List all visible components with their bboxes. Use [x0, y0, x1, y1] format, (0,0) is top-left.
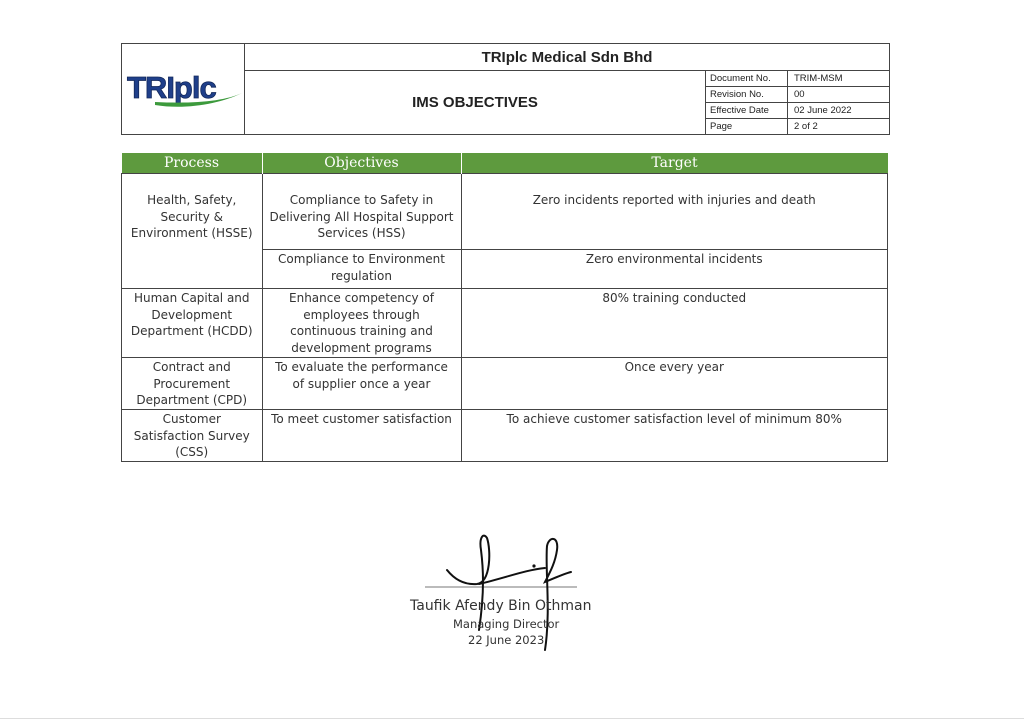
process-cell: Customer Satisfaction Survey (CSS): [122, 410, 263, 462]
target-cell: Zero incidents reported with injuries and death: [461, 174, 888, 250]
company-logo: [125, 68, 245, 112]
signatory-role: Managing Director: [453, 617, 560, 631]
meta-row-document-no: [706, 71, 889, 87]
document-header: [121, 43, 890, 135]
meta-row-effective-date: [706, 103, 889, 119]
process-cell: Human Capital and Development Department (HCDD): [122, 289, 263, 358]
target-cell: To achieve customer satisfaction level of minimum 80%: [461, 410, 888, 462]
meta-key: Effective Date: [706, 103, 788, 118]
table-row: [122, 358, 888, 410]
target-cell: 80% training conducted: [461, 289, 888, 358]
objective-cell: Enhance competency of employees through continuous training and development programs: [262, 289, 461, 358]
process-cell: Contract and Procurement Department (CPD): [122, 358, 263, 410]
table-header-row: [122, 153, 888, 174]
signatory-name: Taufik Afendy Bin Othman: [410, 598, 592, 614]
meta-value: TRIM-MSM: [794, 73, 843, 84]
company-name: TRIplc Medical Sdn Bhd: [245, 44, 889, 71]
document-meta: [706, 71, 889, 134]
objectives-table: [121, 153, 888, 462]
meta-value: 00: [794, 89, 805, 100]
objective-cell: To meet customer satisfaction: [262, 410, 461, 462]
meta-key: Revision No.: [706, 87, 788, 102]
process-cell: Health, Safety, Security & Environment (HSSE): [122, 174, 263, 289]
svg-text:TRIplc: TRIplc: [127, 70, 216, 105]
logo-cell: [122, 44, 245, 134]
column-header-process: Process: [122, 153, 263, 174]
document-title: IMS OBJECTIVES: [245, 71, 706, 134]
signature-block: [395, 530, 625, 660]
meta-row-page: [706, 119, 889, 135]
table-row: [122, 410, 888, 462]
scan-edge-line: [0, 718, 1024, 719]
meta-key: Page: [706, 119, 788, 135]
target-cell: Once every year: [461, 358, 888, 410]
meta-row-revision-no: [706, 87, 889, 103]
column-header-objectives: Objectives: [262, 153, 461, 174]
objective-cell: Compliance to Safety in Delivering All Hospital Support Services (HSS): [262, 174, 461, 250]
meta-value: 02 June 2022: [794, 105, 852, 116]
signature-date: 22 June 2023: [468, 633, 545, 647]
meta-value: 2 of 2: [794, 121, 818, 132]
objective-cell: Compliance to Environment regulation: [262, 250, 461, 289]
table-row: [122, 174, 888, 250]
column-header-target: Target: [461, 153, 888, 174]
objective-cell: To evaluate the performance of supplier once a year: [262, 358, 461, 410]
target-cell: Zero environmental incidents: [461, 250, 888, 289]
meta-key: Document No.: [706, 71, 788, 86]
table-row: [122, 289, 888, 358]
